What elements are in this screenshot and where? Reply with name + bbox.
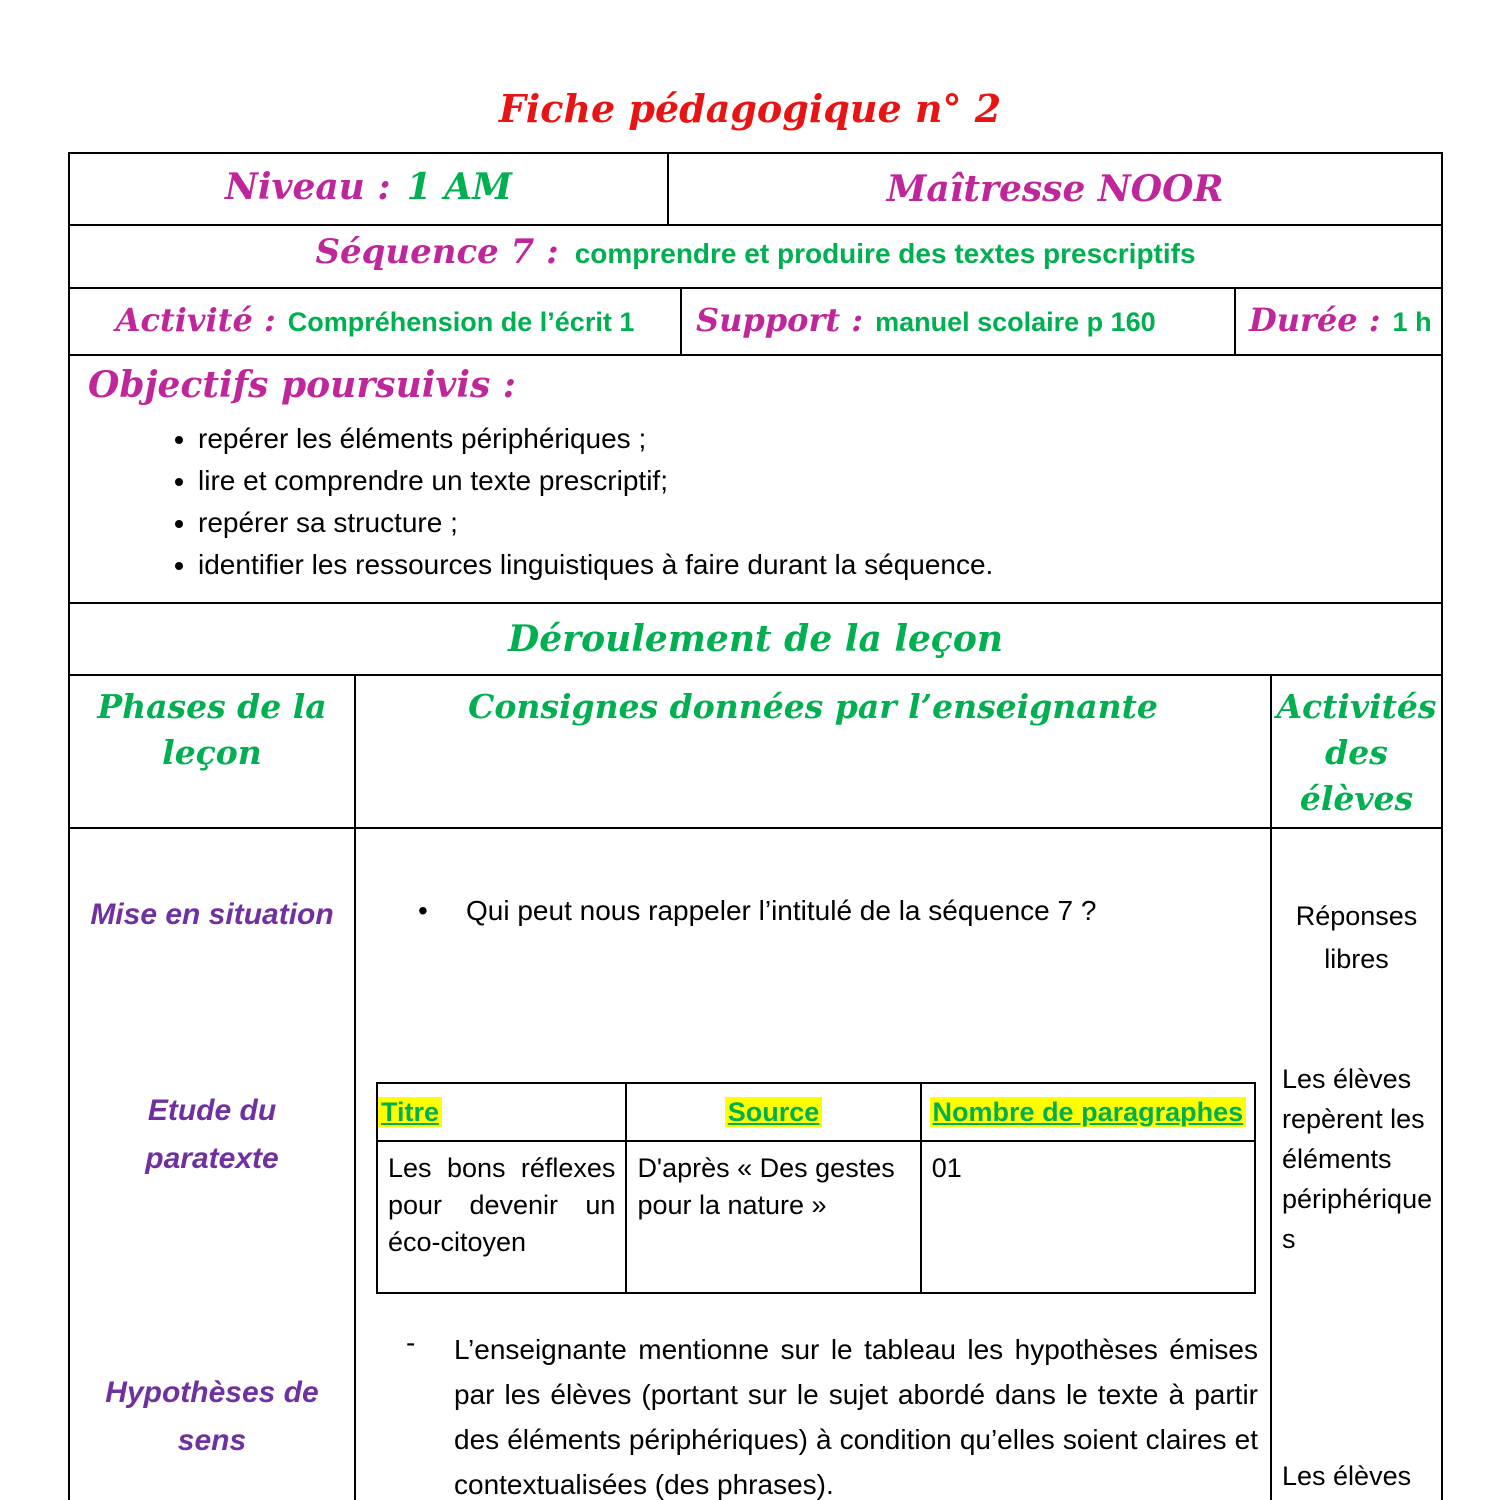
col-header-activites: Activités des élèves — [1270, 676, 1441, 827]
dash-marker: - — [406, 1327, 416, 1358]
duree-value: 1 h — [1392, 307, 1432, 337]
paratexte-header-row — [377, 1083, 1255, 1141]
support-label: Support : — [696, 301, 864, 339]
row-body — [70, 827, 1441, 1500]
activite-reponses-libres: Réponses libres — [1295, 901, 1418, 974]
consigne-question: Qui peut nous rappeler l’intitulé de la séquence 7 ? — [466, 895, 1097, 926]
paratexte-header-nombre-label: Nombre de paragraphes — [930, 1097, 1247, 1127]
column-activites — [1270, 829, 1441, 1500]
hypotheses-paragraph — [406, 1327, 1258, 1500]
page-title: Fiche pédagogique n° 2 — [498, 86, 1002, 131]
phase-etude-paratexte-label: Etude du paratexte — [145, 1094, 279, 1175]
support-value: manuel scolaire p 160 — [875, 307, 1156, 337]
column-phases — [70, 829, 354, 1500]
section-objectifs — [70, 354, 1441, 602]
sequence-label: Séquence 7 : — [315, 232, 559, 272]
duree-label: Durée : — [1249, 301, 1381, 339]
phase-mise-en-situation: Mise en situation — [90, 898, 334, 931]
col-header-phases: Phases de la leçon — [97, 687, 327, 772]
phase-hypotheses-sens-label: Hypothèses de sens — [105, 1376, 319, 1457]
paratexte-header-nombre — [921, 1083, 1255, 1141]
column-consignes — [354, 829, 1270, 1500]
objectif-item: • repérer sa structure ; — [198, 502, 1441, 544]
paratexte-cell-nombre: 01 — [921, 1141, 1255, 1293]
niveau-value: 1 AM — [406, 166, 513, 208]
sequence-value: comprendre et produire des textes prescriptifs — [574, 238, 1196, 269]
maitresse-name: Maîtresse NOOR — [886, 168, 1224, 210]
lesson-plan-table — [68, 152, 1443, 1500]
paratexte-header-titre — [377, 1083, 626, 1141]
objectif-item: • identifier les ressources linguistiques à faire durant la séquence. — [198, 544, 1441, 586]
objectifs-heading: Objectifs poursuivis : — [88, 364, 517, 406]
activite-value: Compréhension de l’écrit 1 — [287, 307, 635, 337]
bullet-marker: • — [418, 895, 428, 926]
paratexte-header-source — [626, 1083, 920, 1141]
phase-hypotheses-sens — [70, 1369, 354, 1465]
activite-eleves-reperent: Les élèves repèrent les éléments périphériques — [1282, 1064, 1433, 1254]
cell-niveau — [70, 154, 667, 224]
cell-maitresse — [667, 154, 1441, 224]
paratexte-cell-source: D'après « Des gestes pour la nature » — [626, 1141, 920, 1293]
deroulement-heading: Déroulement de la leçon — [507, 618, 1004, 660]
row-activite-support-duree — [70, 287, 1441, 354]
col-header-consignes: Consignes données par l’enseignante — [354, 676, 1270, 827]
niveau-label: Niveau : — [224, 166, 391, 208]
row-deroulement — [70, 602, 1441, 674]
objectif-item: • lire et comprendre un texte prescriptif; — [198, 460, 1441, 502]
cell-duree — [1234, 289, 1441, 354]
activite-les-eleves: Les élèves — [1282, 1461, 1412, 1491]
paratexte-data-row — [377, 1141, 1255, 1293]
consigne-question-item — [418, 895, 1096, 927]
objectifs-list — [166, 418, 1441, 586]
paratexte-table — [376, 1082, 1256, 1294]
paratexte-cell-titre: Les bons réflexes pour devenir un éco-citoyen — [377, 1141, 626, 1293]
paratexte-header-source-label: Source — [725, 1097, 823, 1127]
row-column-headers — [70, 674, 1441, 827]
paratexte-header-titre-label: Titre — [378, 1097, 442, 1127]
row-sequence — [70, 224, 1441, 287]
phase-etude-paratexte — [70, 1087, 354, 1183]
objectif-item: • repérer les éléments périphériques ; — [198, 418, 1441, 460]
activite-label: Activité : — [115, 301, 276, 339]
hypotheses-text: L’enseignante mentionne sur le tableau les hypothèses émises par les élèves (portant sur le sujet abordé dans le texte à partir des éléments périphériques) à condition qu’elles soient claires et contextualisées (des phrases). — [454, 1334, 1258, 1500]
cell-support — [680, 289, 1234, 354]
cell-activite — [70, 289, 680, 354]
row-niveau-maitresse — [70, 154, 1441, 224]
